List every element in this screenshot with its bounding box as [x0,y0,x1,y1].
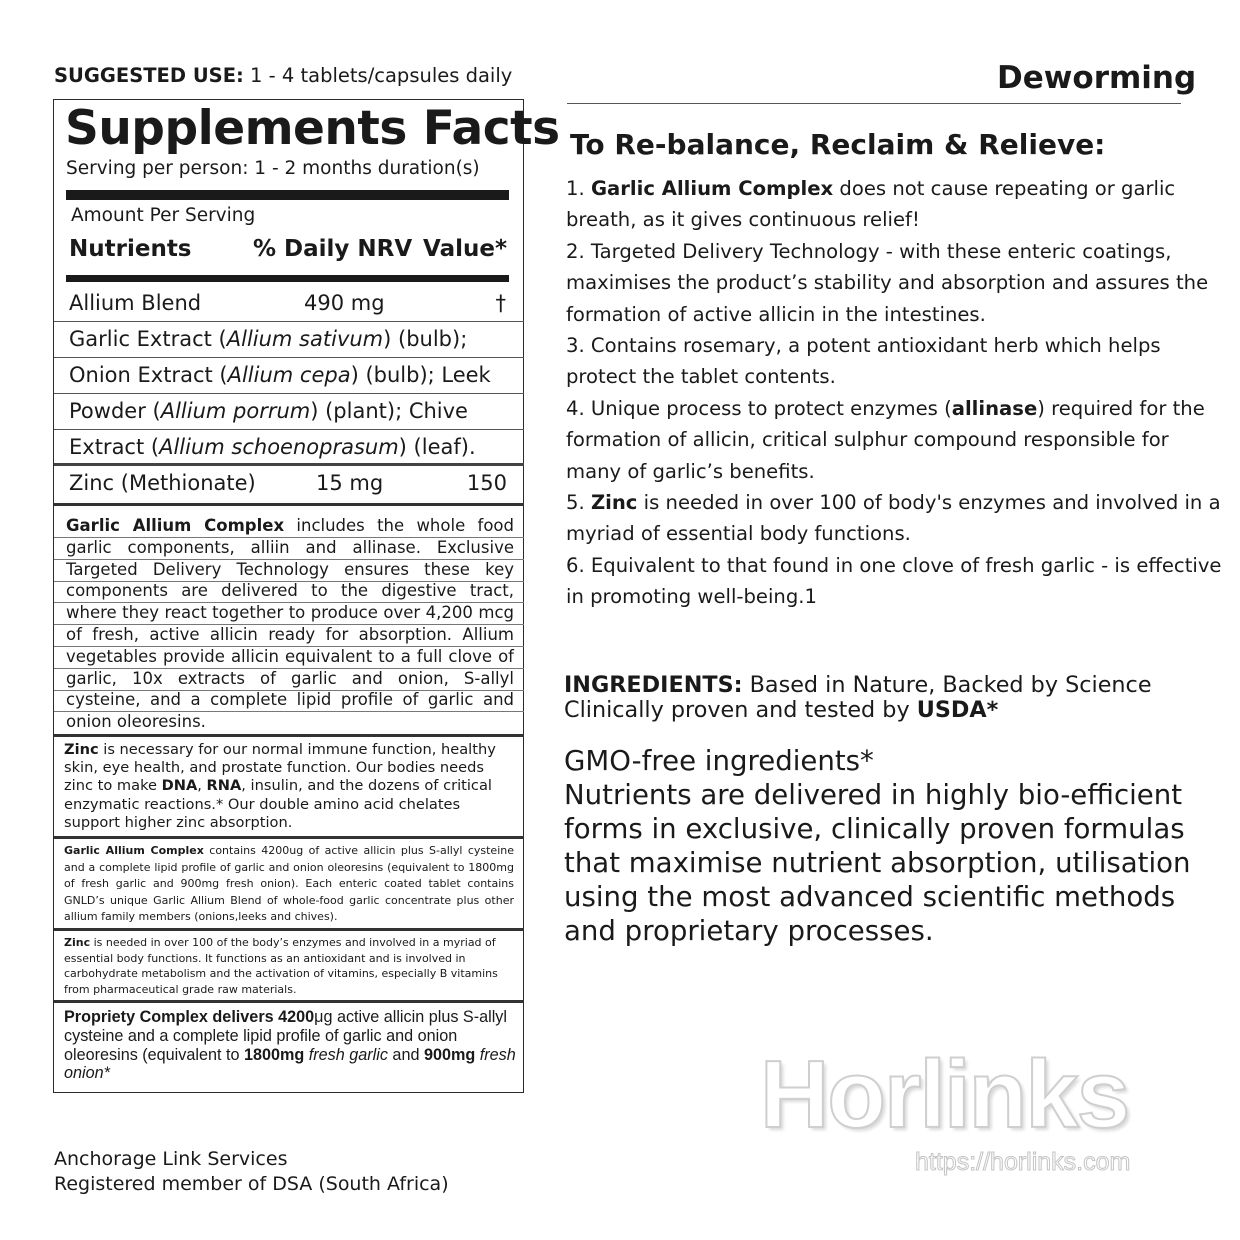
benefit-item: 6. Equivalent to that found in one clove of fresh garlic - is effective in promoting well-being.1 [566,553,1222,609]
benefit-text: 5. [566,491,591,515]
company-name: Anchorage Link Services [54,1148,288,1170]
propriety-paragraph [64,1008,516,1083]
garlic-small-bold: Garlic Allium Complex [64,844,204,857]
nutrient-value: 150 [466,471,507,495]
benefit-text: does not cause repeating or garlic breath, as it gives continuous relief! [566,177,1176,232]
suggested-use-text: 1 - 4 tablets/capsules daily [243,64,513,87]
benefit-item [566,487,1226,550]
propriety-bold: Propriety Complex delivers 4200 [64,1008,315,1026]
product-title: Deworming [997,60,1197,96]
ingredients-block [564,673,1152,723]
header-daily-nrv: % Daily NRV [253,236,413,262]
suggested-use [54,64,512,87]
facts-title: Supplements Facts [65,101,560,156]
medium-divider [66,275,509,282]
dsa-membership: Registered member of DSA (South Africa) [54,1173,449,1195]
zinc-small-text: is needed in over 100 of the body’s enzymes and involved in a myriad of essential body functions. It functions as an antioxidant and is involved in carbohydrate metabolism and the activation of vitamins, especially B vitamins from pharmaceutical grade raw materials. [64,936,498,996]
blend-text: ) (bulb); [383,327,468,351]
garlic-allium-text: includes the whole food garlic components, alliin and allinase. Exclusive Targeted Delivery Technology ensures these key components are delivered to the digestive tract, where they react together to produce over 4,200 mcg of fresh, active allicin ready for absorption. Allium vegetables provide allicin equivalent to a full clove of garlic, 10x extracts of garlic and onion, S-allyl cysteine, and a complete lipid profile of garlic and onion oleoresins. [66,516,514,732]
zinc-text: , insulin, and the dozens of critical enzymatic reactions.* Our double amino acid chelates support higher zinc absorption. [64,777,492,831]
blend-text: ) (plant); Chive [310,399,468,423]
nutrient-row-allium [54,286,524,322]
clinical-line [564,698,1152,723]
nutrient-amount: 15 mg [316,471,384,495]
nutrient-name: Allium Blend [69,291,202,315]
benefit-bold: Garlic Allium Complex [590,177,834,200]
propriety-italic: fresh garlic [304,1045,388,1064]
benefit-item [566,393,1226,487]
title-divider [567,103,1181,104]
gmo-block [564,744,1224,949]
watermark-logo: Horlinks [760,1041,1129,1148]
nutrient-value: † [495,291,506,315]
blend-text: Garlic Extract ( [69,327,227,351]
propriety-text: μg active allicin plus S-allyl cysteine and a complete lipid profile of garlic and onion oleoresins (equivalent to [64,1008,507,1064]
benefit-text: is needed in over 100 of body's enzymes and involved in a myriad of essential body functions. [566,491,1221,546]
nutrient-name: Zinc (Methionate) [69,471,256,495]
watermark-url: https://horlinks.com [915,1148,1131,1176]
blend-text: Onion Extract ( [69,363,228,387]
nutrients-delivery-text: Nutrients are delivered in highly bio-efficient forms in exclusive, clinically proven formulas that maximise nutrient absorption, utilisation using the most advanced scientific methods and proprietary processes. [564,778,1191,948]
garlic-small-text: contains 4200ug of active allicin plus S-allyl cysteine and a complete lipid profile of garlic and onion oleoresins (equivalent to 1800mg of fresh garlic and 900mg fresh onion). Each enteric coated tablet contains GNLD’s unique Garlic Allium Blend of whole-food garlic concentrate plus other allium family members (onions,leeks and chives). [64,844,514,924]
ingredients-label: INGREDIENTS: [564,672,743,698]
latin-name: Allium porrum [160,399,311,423]
serving-text: Serving per person: 1 - 2 months duration(s) [66,158,480,179]
blend-text: Powder ( [69,399,161,423]
propriety-text: and [387,1045,424,1064]
blend-line [54,322,524,358]
blend-text: Extract ( [69,435,160,459]
zinc-small-bold: Zinc [64,936,91,949]
garlic-allium-paragraph [66,515,514,733]
amount-per-serving: Amount Per Serving [71,205,256,226]
propriety-bold: 900mg [423,1045,476,1064]
blend-text: ) (bulb); Leek [350,363,491,387]
benefits-heading: To Re-balance, Reclaim & Relieve: [570,128,1106,161]
benefit-text: 1. [566,177,591,200]
nutrient-row-zinc [54,466,524,506]
propriety-italic: fresh onion* [64,1045,516,1083]
ingredients-text: Based in Nature, Backed by Science [742,672,1152,698]
benefit-item: 2. Targeted Delivery Technology - with these enteric coatings, maximises the product’s stability and absorption and assures the formation of active allicin in the intestines. [566,239,1209,326]
zinc-text: , [197,777,207,795]
benefit-item: 3. Contains rosemary, a potent antioxidant herb which helps protect the tablet contents. [566,334,1161,389]
nutrient-amount: 490 mg [304,291,385,315]
propriety-bold: 1800mg [243,1045,305,1064]
garlic-small-paragraph [64,843,514,926]
company-footer [54,1147,449,1197]
latin-name: Allium schoenoprasum [159,435,399,459]
benefit-text: 4. Unique process to protect enzymes ( [566,396,952,420]
benefit-bold: allinase [951,396,1038,420]
dna-bold: DNA [161,777,198,795]
zinc-small-paragraph [64,935,514,997]
benefit-bold: Zinc [590,491,638,515]
latin-name: Allium sativum [226,327,384,351]
header-value: Value* [423,236,507,262]
benefits-list [566,173,1226,613]
benefit-text: ) required for the formation of allicin, critical sulphur compound responsible for many of garlic’s benefits. [566,396,1205,483]
blend-line [54,430,524,466]
usda-bold: USDA* [916,697,999,723]
blend-line [54,394,524,430]
gmo-line: GMO-free ingredients* [564,744,874,777]
blend-text: ) (leaf). [398,435,476,459]
latin-name: Allium cepa [227,363,351,387]
thick-divider [66,190,509,200]
zinc-bold: Zinc [64,741,99,758]
clinical-text: Clinically proven and tested by [564,697,917,723]
nutrients-header-row [69,236,509,262]
header-nutrients: Nutrients [69,236,192,262]
rna-bold: RNA [206,777,242,795]
zinc-paragraph [64,741,516,832]
zinc-text: is necessary for our normal immune function, healthy skin, eye health, and prostate function. Our bodies needs zinc to make [64,741,496,795]
ingredients-line [564,673,1152,698]
garlic-allium-bold: Garlic Allium Complex [66,516,285,535]
benefit-item [566,173,1226,236]
blend-line [54,358,524,394]
suggested-use-label: SUGGESTED USE: [54,64,244,87]
